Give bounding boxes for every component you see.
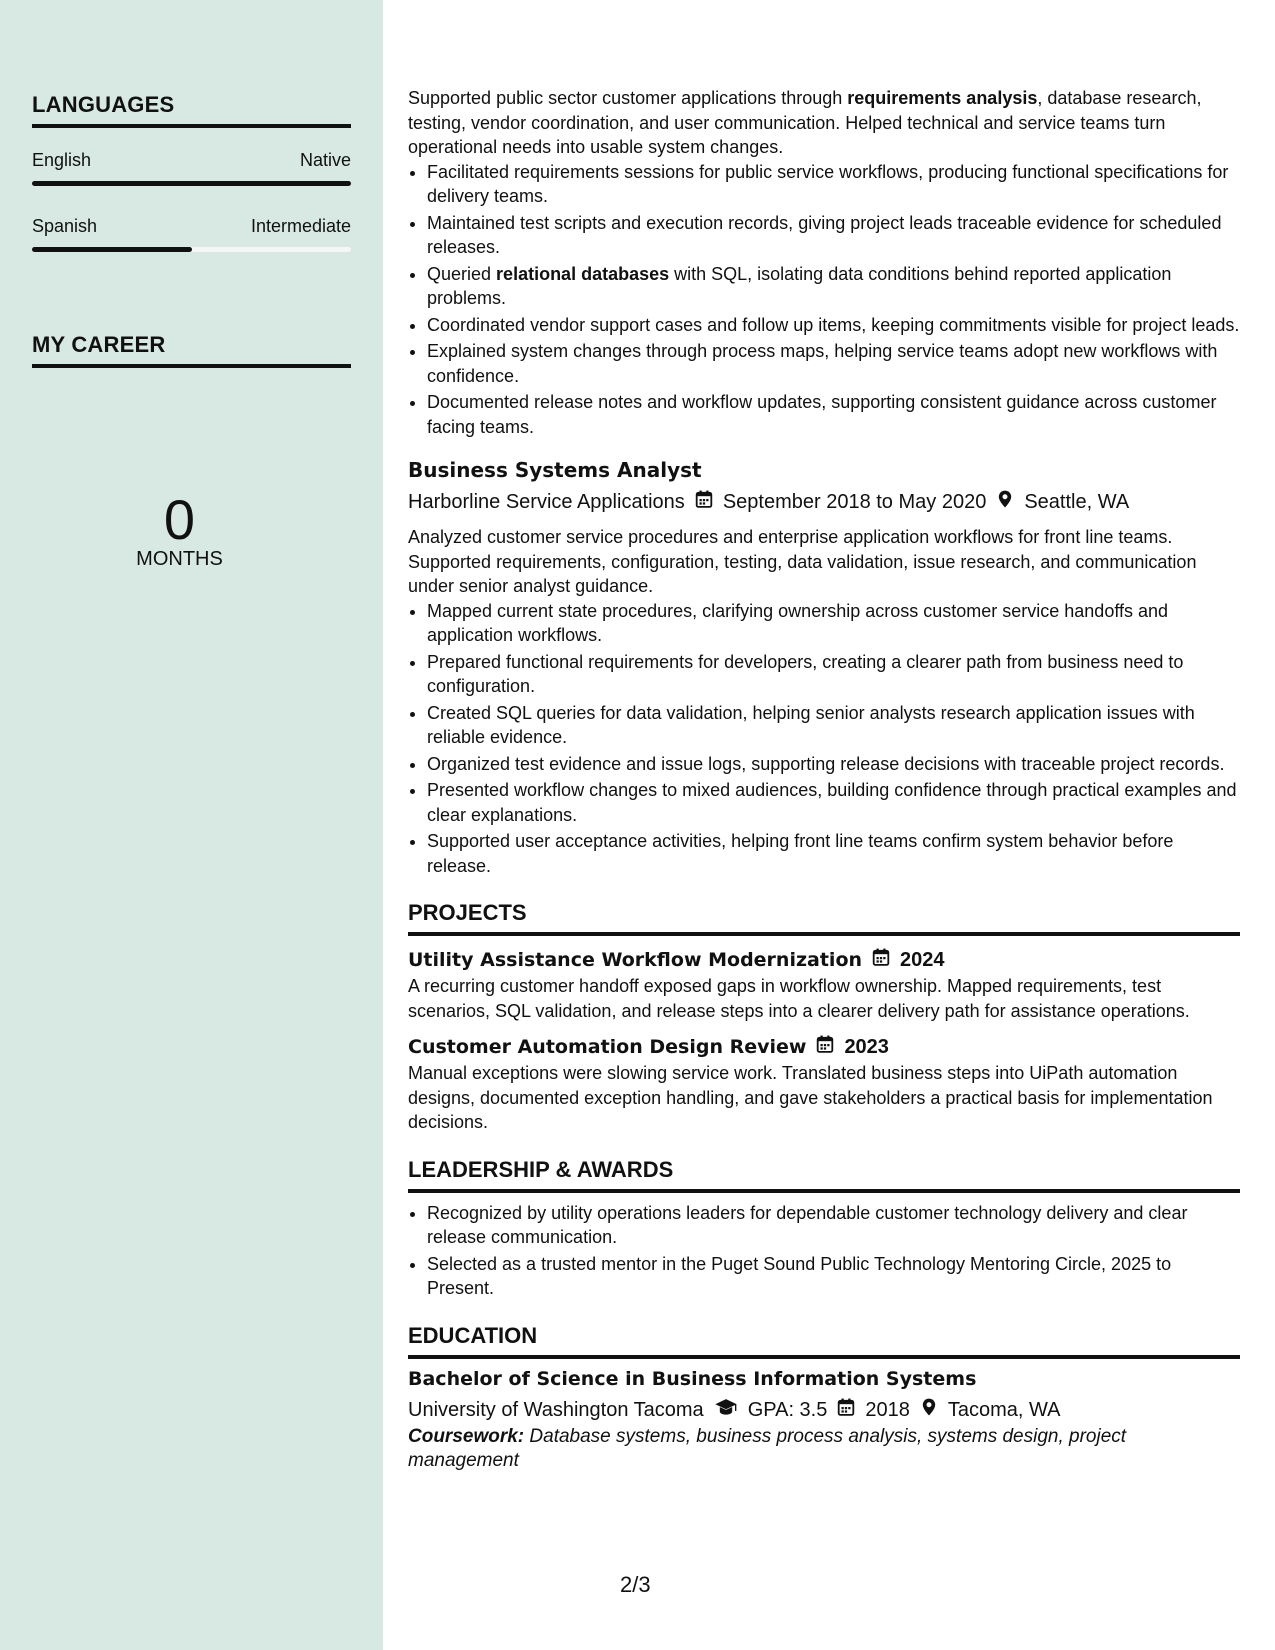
language-bar-fill [32,247,192,252]
project-year: 2024 [900,949,945,971]
coursework-text: Database systems, business process analysis, systems design, project management [408,1425,1127,1471]
degree-title: Bachelor of Science in Business Information Systems [408,1367,977,1390]
career-unit: MONTHS [136,548,223,570]
coursework-label: Coursework: [408,1425,525,1447]
list-item: • Created SQL queries for data validation, helping senior analysts research application issues with reliable evidence. [427,701,1240,750]
project-description: A recurring customer handoff exposed gaps in workflow ownership. Mapped requirements, test scenarios, SQL validation, and release steps into a clearer delivery path for assistance operations. [408,976,1190,1021]
map-pin-icon [996,487,1014,517]
projects-heading: PROJECTS [408,898,1240,936]
summary-text: Supported public sector customer applications through [408,88,848,108]
list-item: • Selected as a trusted mentor in the Puget Sound Public Technology Mentoring Circle, 2025 to Present. [427,1252,1240,1301]
calendar-icon [872,946,890,974]
project-entry [408,946,1240,1023]
gpa: GPA: 3.5 [747,1398,828,1421]
job-entry [408,86,1240,439]
language-item [32,216,351,252]
education-entry [408,1365,1240,1474]
coursework [408,1425,1240,1474]
list-item: • Maintained test scripts and execution records, giving project leads traceable evidence for scheduled releases. [427,211,1240,260]
education-heading: EDUCATION [408,1321,1240,1359]
job-bullets [408,599,1240,879]
list-item: • Documented release notes and workflow updates, supporting consistent guidance across customer facing teams. [427,390,1240,439]
list-item: • Supported user acceptance activities, helping front line teams confirm system behavior before release. [427,829,1240,878]
job-title: Business Systems Analyst [408,458,702,482]
summary-bold: requirements analysis [847,88,1038,108]
list-item: • Mapped current state procedures, clarifying ownership across customer service handoffs and application workflows. [427,599,1240,648]
language-name: Spanish [32,216,98,236]
map-pin-icon [920,1395,938,1425]
awards-list [408,1201,1240,1301]
job-summary: Analyzed customer service procedures and enterprise application workflows for front line teams. Supported requirements, configuration, testing, data validation, issue research, and communication under senior analyst guidance. [408,527,1197,596]
job-meta [408,487,1240,517]
bullet-bold: relational databases [496,263,670,284]
job-entry [408,455,1240,878]
calendar-icon [837,1395,855,1425]
list-item: • Prepared functional requirements for developers, creating a clearer path from business need to configuration. [427,650,1240,699]
list-item: • Organized test evidence and issue logs, supporting release decisions with traceable project records. [427,752,1240,777]
project-description: Manual exceptions were slowing service work. Translated business steps into UiPath automation designs, documented exception handling, and gave stakeholders a practical basis for implementation decisions. [408,1063,1213,1132]
graduation-cap-icon [714,1395,738,1425]
language-bar [32,181,351,186]
career-heading: MY CAREER [32,332,351,368]
project-title: Customer Automation Design Review [408,1036,807,1058]
list-item: • Coordinated vendor support cases and follow up items, keeping commitments visible for project leads. [427,313,1240,338]
bullet-text: Queried [427,263,497,284]
project-year: 2023 [844,1036,889,1058]
project-entry [408,1033,1240,1135]
career-value: 0 [163,488,196,551]
education-location: Tacoma, WA [947,1398,1061,1421]
sidebar [0,0,383,1650]
career-section [32,332,351,368]
list-item: • Facilitated requirements sessions for public service workflows, producing functional specifications for delivery teams. [427,160,1240,209]
job-summary [408,86,1240,160]
graduation-year: 2018 [865,1398,910,1421]
project-header [408,1033,1240,1061]
company-name: Harborline Service Applications [408,491,685,513]
list-item: • Recognized by utility operations leaders for dependable customer technology delivery and clear release communication. [427,1201,1240,1250]
language-bar-fill [32,181,351,186]
list-item: • Explained system changes through process maps, helping service teams adopt new workflows with confidence. [427,339,1240,388]
language-bar [32,247,351,252]
job-bullets [408,160,1240,440]
project-title: Utility Assistance Workflow Modernization [408,949,863,971]
language-name: English [32,150,92,170]
calendar-icon [695,487,713,517]
page-number: 2/3 [620,1572,651,1597]
languages-section [32,92,351,252]
education-meta [408,1395,1240,1425]
language-level: Intermediate [250,216,351,236]
project-header [408,946,1240,974]
summary-text: , database research, testing, vendor coordination, and user communication. Helped technical and service teams turn operational needs into usable system changes. [408,88,1202,157]
language-item [32,150,351,186]
awards-heading: LEADERSHIP & AWARDS [408,1155,1240,1193]
calendar-icon [816,1033,834,1061]
list-item [427,262,1240,311]
main-content [408,86,1240,1474]
list-item: • Presented workflow changes to mixed audiences, building confidence through practical examples and clear explanations. [427,778,1240,827]
job-dates: September 2018 to May 2020 [722,491,987,513]
bullet-text: with SQL, isolating data conditions behind reported application problems. [427,263,1172,308]
language-level: Native [299,150,351,170]
job-location: Seattle, WA [1024,491,1130,513]
languages-heading: LANGUAGES [32,92,351,128]
school-name: University of Washington Tacoma [408,1398,704,1421]
